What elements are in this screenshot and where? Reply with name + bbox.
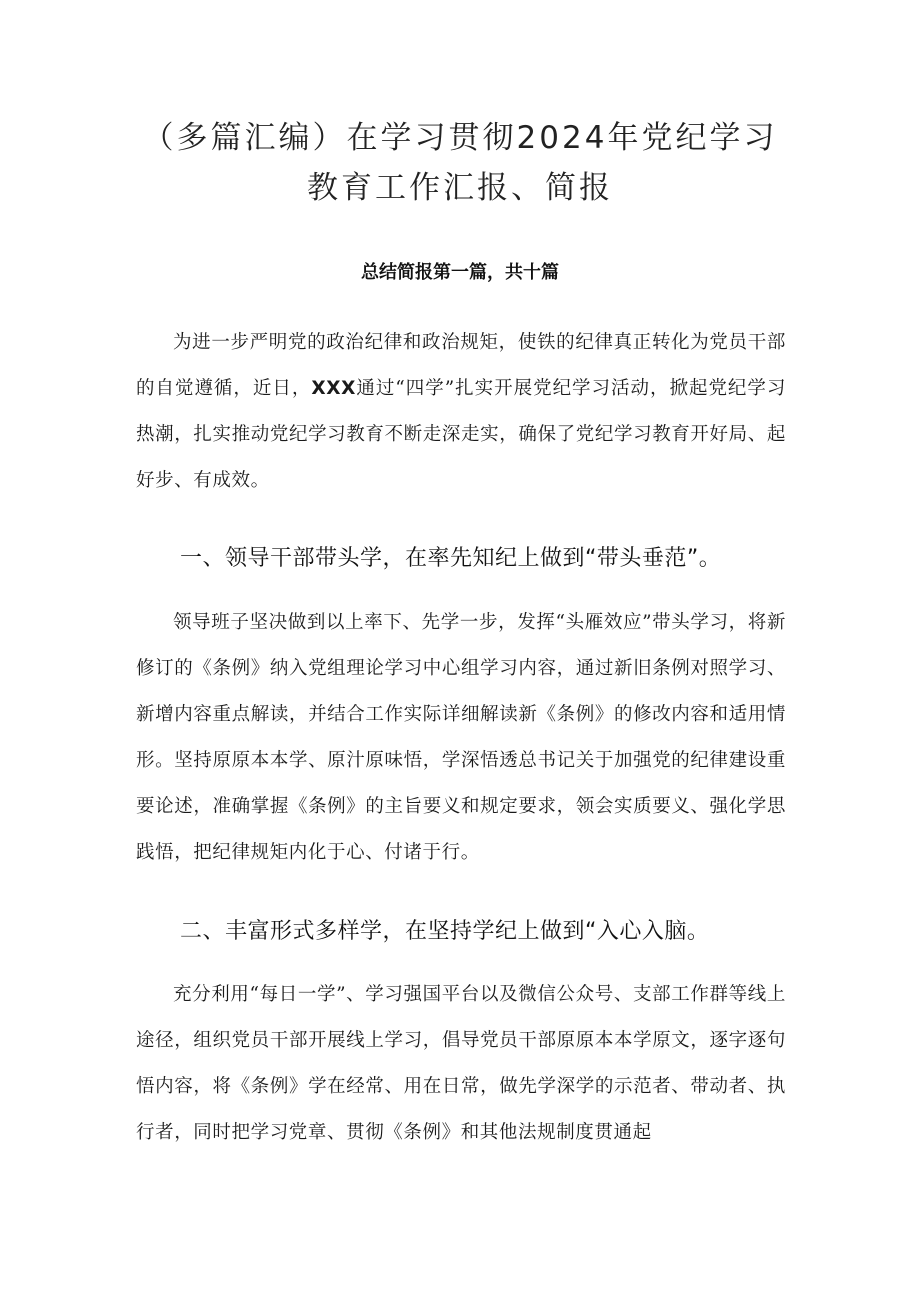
paragraph-section-1: 领导班子坚决做到以上率下、先学一步，发挥“头雁效应”带头学习，将新修订的《条例》纳入党组理论学习中心组学习内容，通过新旧条例对照学习、新增内容重点解读，并结合工作实际详细解读新《条例》的修改内容和适用情形。坚持原原本本学、原汁原味悟，学深悟透总书记关于加强党的纪律建设重要论述，准确掌握《条例》的主旨要义和规定要求，领会实质要义、强化学思践悟，把纪律规矩内化于心、付诸于行。 (136, 612, 786, 863)
section-heading-1: 一、领导干部带头学，在率先知纪上做到“带头垂范”。 (180, 546, 722, 571)
section-heading-2: 二、丰富形式多样学，在坚持学纪上做到“入心入脑。 (180, 919, 710, 944)
redacted-org-name: XXX (311, 378, 356, 399)
paragraph-intro-part-2: 通过“四学”扎实开展党纪学习活动，掀起党纪学习热潮，扎实推动党纪学习教育不断走深走实，确保了党纪学习教育开好局、起好步、有成效。 (136, 378, 786, 491)
document-title-line-2: 教育工作汇报、简报 (307, 170, 613, 206)
paragraph-intro (136, 320, 786, 504)
document-subtitle: 总结简报第一篇，共十篇 (361, 262, 559, 283)
document-title-line-1: （多篇汇编）在学习贯彻2024年党纪学习 (142, 120, 778, 156)
paragraph-section-2: 充分利用“每日一学”、学习强国平台以及微信公众号、支部工作群等线上途径，组织党员干部开展线上学习，倡导党员干部原原本本学原文，逐字逐句悟内容，将《条例》学在经常、用在日常，做先学深学的示范者、带动者、执行者，同时把学习党章、贯彻《条例》和其他法规制度贯通起 (136, 984, 786, 1143)
paragraph-intro-part-1: 为进一步严明党的政治纪律和政治规矩，使铁的纪律真正转化为党员干部的自觉遵循，近日， (136, 332, 786, 399)
